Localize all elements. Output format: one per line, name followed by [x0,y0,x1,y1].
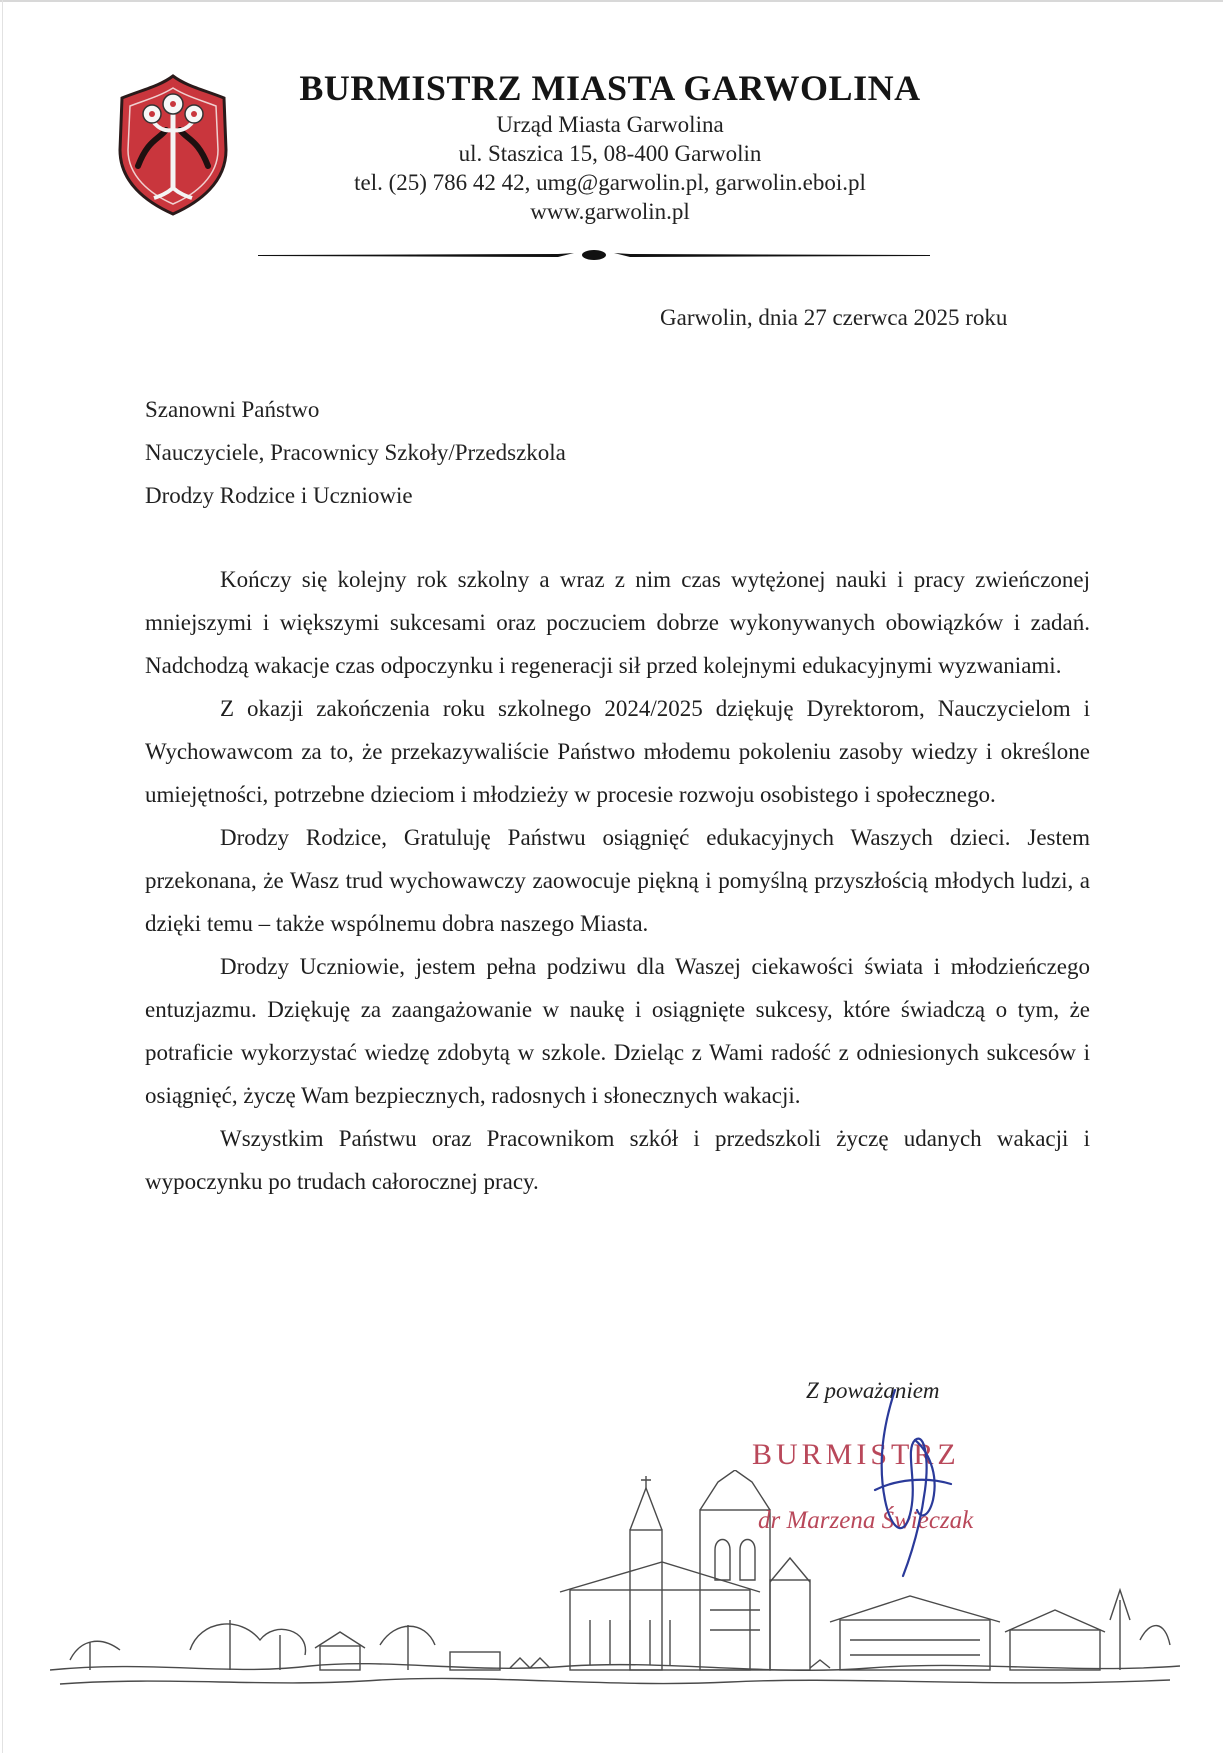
letterhead-address: ul. Staszica 15, 08-400 Garwolin [458,141,762,166]
closing-phrase: Z poważaniem [806,1378,940,1403]
stamp-name: dr Marzena Świeczak [758,1507,974,1534]
body-paragraph: Drodzy Rodzice, Gratuluję Państwu osiągnięć edukacyjnych Waszych dzieci. Jestem przekonana, że Wasz trud wychowawczy zaowocuje piękną i pomyślną przyszłością młodych ludzi, a dzięki temu – także wspólnemu dobra naszego Miasta. [145,825,1090,936]
recipient-line: Drodzy Rodzice i Uczniowie [145,483,413,508]
stamp-title: BURMISTRZ [752,1438,960,1471]
letterhead-contact: tel. (25) 786 42 42, umg@garwolin.pl, garwolin.eboi.pl [354,170,866,195]
body-paragraph: Drodzy Uczniowie, jestem pełna podziwu dla Waszej ciekawości świata i młodzieńczego entuzjazmu. Dziękuję za zaangażowanie w naukę i osiągnięte sukcesy, które świadczą o tym, że potraficie wykorzystać wiedzę zdobytą w szkole. Dzieląc z Wami radość z odniesionych sukcesów i osiągnięć, życzę Wam bezpiecznych, radosnych i słonecznych wakacji. [145,954,1090,1108]
scan-edge [0,0,1223,2]
coat-of-arms-icon [108,70,238,218]
letterhead-divider [258,248,930,262]
townscape-drawing-icon [50,1470,1180,1720]
letterhead-office: Urząd Miasta Garwolina [496,112,724,137]
letterhead [250,66,970,226]
recipient-line: Szanowni Państwo [145,397,320,422]
letter-date: Garwolin, dnia 27 czerwca 2025 roku [660,305,1008,330]
letterhead-website: www.garwolin.pl [530,199,690,224]
scan-edge-left [2,0,3,1753]
letter-body [145,558,1090,1203]
body-paragraph: Z okazji zakończenia roku szkolnego 2024/2025 dziękuję Dyrektorom, Nauczycielom i Wychowawcom za to, że przekazywaliście Państwo młodemu pokoleniu zasoby wiedzy i określone umiejętności, potrzebne dzieciom i młodzieży w procesie rozwoju osobistego i społecznego. [145,696,1090,807]
body-paragraph: Kończy się kolejny rok szkolny a wraz z nim czas wytężonej nauki i pracy zwieńczonej mniejszymi i większymi sukcesami oraz poczuciem dobrze wykonywanych obowiązków i zadań. Nadchodzą wakacje czas odpoczynku i regeneracji sił przed kolejnymi edukacyjnymi wyzwaniami. [145,567,1090,678]
handwritten-signature-icon [855,1380,965,1580]
body-paragraph: Wszystkim Państwu oraz Pracownikom szkół i przedszkoli życzę udanych wakacji i wypoczynku po trudach całorocznej pracy. [145,1126,1090,1194]
recipient-line: Nauczyciele, Pracownicy Szkoły/Przedszkola [145,440,566,465]
letterhead-title: BURMISTRZ MIASTA GARWOLINA [299,68,921,108]
recipients [145,388,566,517]
